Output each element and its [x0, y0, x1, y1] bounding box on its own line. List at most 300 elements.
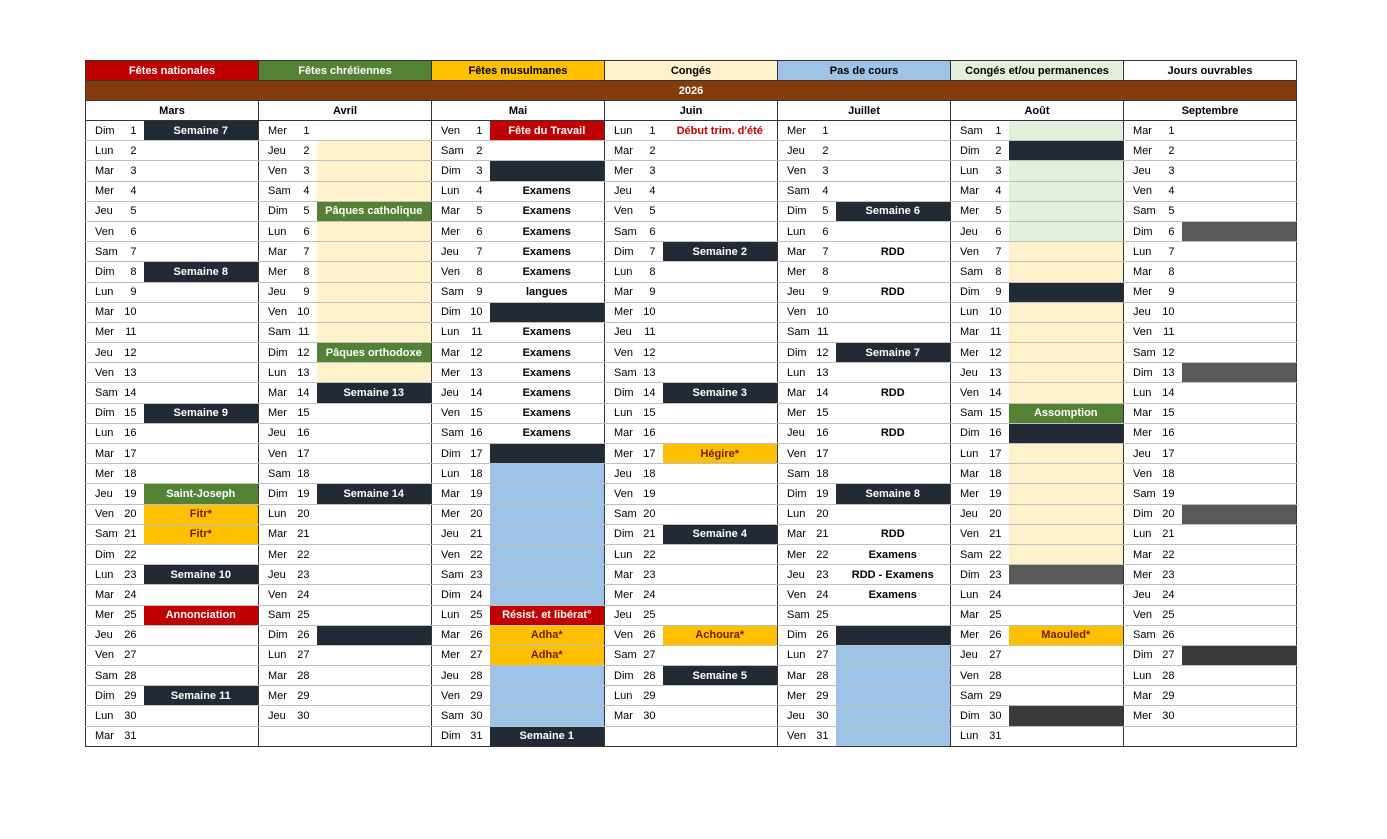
- day-date: [86, 367, 144, 379]
- day-date: [86, 266, 144, 278]
- day-date: [432, 649, 490, 661]
- day-date: [259, 367, 317, 379]
- day-event-cell: [490, 605, 605, 625]
- day-date: [951, 609, 1009, 621]
- day-date-cell: [778, 484, 836, 504]
- day-event-cell: [490, 262, 605, 282]
- day-name: Dim: [614, 669, 634, 682]
- day-event-cell: [490, 666, 605, 686]
- event-label: Résist. et libérat°: [502, 609, 592, 622]
- day-date-cell: [432, 141, 490, 161]
- day-date-cell: [259, 282, 317, 302]
- day-number: 23: [989, 568, 1002, 581]
- day-event-cell: [1182, 625, 1297, 645]
- day-name: Dim: [787, 346, 807, 359]
- day-name: Ven: [95, 225, 114, 238]
- day-event-cell: [317, 383, 432, 403]
- day-date: [432, 448, 490, 460]
- day-date-cell: [951, 262, 1009, 282]
- day-date: [605, 226, 663, 238]
- day-date-cell: [951, 383, 1009, 403]
- day-date-cell: [778, 423, 836, 443]
- day-date-cell: [432, 343, 490, 363]
- day-name: Mar: [960, 609, 979, 622]
- day-event-cell: [836, 605, 951, 625]
- day-date-cell: [605, 322, 663, 342]
- day-date-cell: [778, 302, 836, 322]
- day-row: [86, 322, 1297, 342]
- event-label: Semaine 9: [173, 407, 228, 420]
- day-date: [432, 730, 490, 742]
- day-number: 1: [995, 124, 1002, 137]
- event-label: Assomption: [1033, 407, 1098, 420]
- day-date-cell: [605, 544, 663, 564]
- day-date: [951, 407, 1009, 419]
- day-date: [86, 125, 144, 137]
- day-date: [259, 690, 317, 702]
- day-date: [951, 427, 1009, 439]
- day-number: 16: [643, 427, 656, 440]
- day-date: [1124, 185, 1182, 197]
- day-number: 7: [822, 245, 829, 258]
- event-label: Semaine 5: [692, 669, 747, 682]
- event-label: Examens: [522, 326, 571, 339]
- day-date: [778, 367, 836, 379]
- day-name: Jeu: [787, 286, 805, 299]
- day-number: 17: [816, 447, 829, 460]
- day-event-cell: [1182, 383, 1297, 403]
- day-number: 20: [643, 508, 656, 521]
- day-event-cell: [836, 726, 951, 746]
- day-event-cell: [1182, 343, 1297, 363]
- day-date-cell: [432, 242, 490, 262]
- day-number: 14: [1162, 387, 1175, 400]
- day-event-cell: [663, 423, 778, 443]
- day-number: 12: [816, 346, 829, 359]
- day-name: Jeu: [614, 326, 632, 339]
- day-number: 11: [644, 326, 656, 339]
- day-name: Ven: [95, 508, 114, 521]
- day-name: Mar: [1133, 548, 1152, 561]
- day-number: 26: [643, 629, 656, 642]
- month-header: Mai: [432, 101, 605, 121]
- day-name: Dim: [960, 144, 980, 157]
- day-event-cell: [144, 141, 259, 161]
- day-event-cell: [317, 585, 432, 605]
- day-event-cell: [663, 322, 778, 342]
- day-date: [1124, 205, 1182, 217]
- day-number: 6: [649, 225, 656, 238]
- day-name: Sam: [960, 124, 983, 137]
- day-number: 2: [476, 144, 483, 157]
- day-event-cell: [317, 141, 432, 161]
- day-name: Mer: [960, 346, 979, 359]
- day-event-cell: [1182, 282, 1297, 302]
- day-number: 12: [1162, 346, 1175, 359]
- event-label: Semaine 7: [173, 124, 228, 137]
- day-date-cell: [86, 221, 144, 241]
- day-number: 31: [816, 730, 829, 743]
- day-row: [86, 726, 1297, 746]
- day-date-cell: [778, 161, 836, 181]
- day-name: Jeu: [95, 629, 113, 642]
- day-event-cell: [144, 544, 259, 564]
- day-date-cell: [432, 706, 490, 726]
- day-event-cell: [144, 464, 259, 484]
- day-event-cell: [490, 302, 605, 322]
- day-event-cell: [490, 201, 605, 221]
- day-date-cell: [605, 686, 663, 706]
- day-event-cell: [144, 302, 259, 322]
- day-date: [86, 226, 144, 238]
- day-number: 12: [124, 346, 137, 359]
- day-date: [259, 488, 317, 500]
- day-date-cell: [951, 686, 1009, 706]
- day-event-cell: [1182, 221, 1297, 241]
- event-label: Achoura*: [695, 629, 745, 642]
- day-number: 13: [816, 366, 829, 379]
- day-date-cell: [778, 666, 836, 686]
- event-label: Semaine 3: [692, 387, 747, 400]
- day-date: [951, 165, 1009, 177]
- day-date: [605, 347, 663, 359]
- day-date-cell: [259, 645, 317, 665]
- day-date: [86, 569, 144, 581]
- day-name: Sam: [268, 326, 291, 339]
- day-name: Jeu: [1133, 588, 1151, 601]
- day-date: [951, 508, 1009, 520]
- legend-cell: Congés: [605, 61, 778, 81]
- day-date: [605, 468, 663, 480]
- day-row: [86, 605, 1297, 625]
- day-row: [86, 524, 1297, 544]
- day-date-cell: [951, 403, 1009, 423]
- day-date-cell: [951, 625, 1009, 645]
- day-name: Dim: [787, 487, 807, 500]
- day-date: [605, 125, 663, 137]
- day-date-cell: [1124, 726, 1182, 746]
- day-date-cell: [951, 726, 1009, 746]
- day-number: 10: [989, 306, 1002, 319]
- day-date-cell: [1124, 666, 1182, 686]
- day-name: Dim: [441, 730, 461, 743]
- day-event-cell: [1009, 302, 1124, 322]
- day-date-cell: [605, 121, 663, 141]
- day-date-cell: [951, 565, 1009, 585]
- day-date-cell: [1124, 645, 1182, 665]
- day-date: [259, 589, 317, 601]
- day-name: Dim: [95, 265, 115, 278]
- day-event-cell: [663, 565, 778, 585]
- day-event-cell: [1182, 403, 1297, 423]
- day-name: Mer: [960, 487, 979, 500]
- day-date-cell: [86, 363, 144, 383]
- day-date: [432, 549, 490, 561]
- day-name: Mer: [95, 185, 114, 198]
- day-number: 14: [470, 387, 483, 400]
- day-date-cell: [86, 686, 144, 706]
- day-name: Jeu: [268, 286, 286, 299]
- day-date: [951, 589, 1009, 601]
- day-number: 18: [1162, 467, 1175, 480]
- day-name: Mar: [268, 387, 287, 400]
- day-event-cell: [663, 242, 778, 262]
- event-label: RDD - Examens: [851, 568, 934, 581]
- day-name: Ven: [960, 528, 979, 541]
- day-date-cell: [1124, 282, 1182, 302]
- day-number: 10: [816, 306, 829, 319]
- day-number: 19: [989, 487, 1002, 500]
- day-date: [951, 226, 1009, 238]
- day-number: 2: [1168, 144, 1175, 157]
- day-date-cell: [259, 666, 317, 686]
- day-number: 28: [989, 669, 1002, 682]
- day-event-cell: [490, 141, 605, 161]
- day-name: Ven: [1133, 467, 1152, 480]
- day-date: [778, 569, 836, 581]
- day-date-cell: [951, 544, 1009, 564]
- day-date-cell: [1124, 383, 1182, 403]
- legend-row: [86, 61, 1297, 81]
- day-name: Sam: [441, 286, 464, 299]
- day-date: [951, 125, 1009, 137]
- day-number: 5: [995, 205, 1002, 218]
- day-number: 15: [1162, 407, 1175, 420]
- day-event-cell: [1182, 444, 1297, 464]
- day-name: Sam: [95, 245, 118, 258]
- event-label: Semaine 8: [173, 265, 228, 278]
- day-number: 8: [649, 265, 656, 278]
- day-number: 24: [989, 588, 1002, 601]
- day-date: [951, 448, 1009, 460]
- day-date-cell: [951, 585, 1009, 605]
- day-number: 30: [470, 710, 483, 723]
- day-date-cell: [951, 343, 1009, 363]
- day-name: Ven: [614, 346, 633, 359]
- day-date: [778, 488, 836, 500]
- day-number: 11: [1163, 326, 1175, 339]
- day-event-cell: [663, 121, 778, 141]
- day-name: Mar: [441, 346, 460, 359]
- day-date: [259, 609, 317, 621]
- day-event-cell: [836, 403, 951, 423]
- day-date-cell: [605, 343, 663, 363]
- day-event-cell: [144, 383, 259, 403]
- day-date-cell: [432, 201, 490, 221]
- day-event-cell: [144, 565, 259, 585]
- day-date: [432, 468, 490, 480]
- day-date-cell: [778, 343, 836, 363]
- day-date: [605, 448, 663, 460]
- month-header: Juillet: [778, 101, 951, 121]
- day-number: 3: [303, 164, 310, 177]
- day-name: Jeu: [960, 649, 978, 662]
- day-date: [778, 528, 836, 540]
- day-name: Dim: [1133, 508, 1153, 521]
- day-number: 19: [816, 487, 829, 500]
- day-name: Mer: [1133, 286, 1152, 299]
- day-name: Lun: [268, 508, 287, 521]
- day-date-cell: [86, 504, 144, 524]
- day-date: [1124, 407, 1182, 419]
- day-event-cell: [317, 524, 432, 544]
- day-row: [86, 645, 1297, 665]
- day-date: [951, 387, 1009, 399]
- day-name: Lun: [441, 609, 460, 622]
- day-name: Ven: [787, 588, 806, 601]
- day-date: [259, 246, 317, 258]
- day-number: 15: [297, 407, 310, 420]
- day-event-cell: [1009, 544, 1124, 564]
- day-name: Jeu: [268, 710, 286, 723]
- day-number: 28: [1162, 669, 1175, 682]
- day-event-cell: [317, 161, 432, 181]
- day-event-cell: [1009, 363, 1124, 383]
- day-event-cell: [836, 201, 951, 221]
- day-event-cell: [836, 524, 951, 544]
- day-date: [1124, 165, 1182, 177]
- day-event-cell: [490, 383, 605, 403]
- day-date-cell: [432, 625, 490, 645]
- day-date-cell: [1124, 343, 1182, 363]
- day-date-cell: [259, 524, 317, 544]
- day-number: 23: [643, 568, 656, 581]
- day-name: Mer: [787, 265, 806, 278]
- day-date: [259, 326, 317, 338]
- day-name: Sam: [787, 185, 810, 198]
- day-event-cell: [663, 504, 778, 524]
- day-date-cell: [605, 645, 663, 665]
- day-date-cell: [259, 565, 317, 585]
- day-date: [432, 165, 490, 177]
- day-number: 8: [476, 265, 483, 278]
- day-event-cell: [663, 484, 778, 504]
- day-number: 9: [995, 286, 1002, 299]
- day-name: Jeu: [787, 144, 805, 157]
- day-date-cell: [605, 201, 663, 221]
- day-event-cell: [490, 282, 605, 302]
- day-name: Ven: [614, 205, 633, 218]
- day-event-cell: [1009, 504, 1124, 524]
- day-name: Sam: [787, 609, 810, 622]
- day-date: [605, 286, 663, 298]
- day-number: 30: [816, 710, 829, 723]
- day-date-cell: [432, 181, 490, 201]
- day-name: Lun: [960, 306, 979, 319]
- day-number: 11: [125, 326, 137, 339]
- day-date: [259, 165, 317, 177]
- day-event-cell: [317, 666, 432, 686]
- day-event-cell: [836, 343, 951, 363]
- day-number: 27: [124, 649, 137, 662]
- day-event-cell: [144, 686, 259, 706]
- event-label: Semaine 10: [170, 568, 232, 581]
- day-date: [778, 609, 836, 621]
- month-header: Mars: [86, 101, 259, 121]
- day-date: [1124, 488, 1182, 500]
- day-row: [86, 706, 1297, 726]
- day-date: [605, 649, 663, 661]
- day-name: Jeu: [95, 487, 113, 500]
- day-date: [86, 165, 144, 177]
- day-date-cell: [86, 726, 144, 746]
- day-name: Dim: [960, 286, 980, 299]
- day-date-cell: [778, 585, 836, 605]
- event-label: Semaine 14: [343, 487, 405, 500]
- day-date: [605, 205, 663, 217]
- day-date-cell: [778, 141, 836, 161]
- day-event-cell: [490, 565, 605, 585]
- day-date: [778, 407, 836, 419]
- day-name: Sam: [614, 225, 637, 238]
- day-name: Mer: [268, 407, 287, 420]
- day-number: 27: [470, 649, 483, 662]
- day-event-cell: [836, 262, 951, 282]
- day-name: Mer: [960, 629, 979, 642]
- day-date-cell: [259, 625, 317, 645]
- day-event-cell: [144, 201, 259, 221]
- day-name: Mer: [1133, 710, 1152, 723]
- day-number: 8: [1168, 265, 1175, 278]
- day-number: 14: [989, 387, 1002, 400]
- day-date-cell: [86, 444, 144, 464]
- day-number: 4: [130, 185, 137, 198]
- day-number: 21: [1162, 528, 1175, 541]
- day-event-cell: [317, 322, 432, 342]
- day-name: Mar: [614, 144, 633, 157]
- day-number: 8: [303, 265, 310, 278]
- day-date: [778, 427, 836, 439]
- event-label: RDD: [880, 427, 905, 440]
- day-number: 16: [816, 427, 829, 440]
- day-number: 25: [1162, 609, 1175, 622]
- day-number: 1: [1168, 124, 1175, 137]
- day-date: [432, 609, 490, 621]
- day-date: [259, 670, 317, 682]
- day-date: [259, 649, 317, 661]
- day-name: Mar: [787, 245, 806, 258]
- day-date-cell: [605, 403, 663, 423]
- day-number: 20: [989, 508, 1002, 521]
- day-date-cell: [259, 686, 317, 706]
- day-date-cell: [605, 585, 663, 605]
- day-event-cell: [663, 221, 778, 241]
- day-name: Mer: [441, 366, 460, 379]
- event-label: Fitr*: [189, 528, 212, 541]
- day-number: 3: [476, 164, 483, 177]
- day-name: Mer: [1133, 144, 1152, 157]
- day-date-cell: [86, 706, 144, 726]
- day-number: 7: [1168, 245, 1175, 258]
- day-event-cell: [144, 363, 259, 383]
- day-number: 29: [1162, 689, 1175, 702]
- day-number: 21: [470, 528, 483, 541]
- day-date: [259, 427, 317, 439]
- day-event-cell: [144, 504, 259, 524]
- day-date-cell: [432, 262, 490, 282]
- day-name: Mer: [614, 164, 633, 177]
- day-number: 12: [643, 346, 656, 359]
- day-number: 7: [130, 245, 137, 258]
- day-row: [86, 423, 1297, 443]
- day-number: 7: [995, 245, 1002, 258]
- day-number: 11: [471, 326, 483, 339]
- day-name: Dim: [95, 548, 115, 561]
- day-event-cell: [1009, 161, 1124, 181]
- day-name: Jeu: [960, 366, 978, 379]
- day-date-cell: [1124, 565, 1182, 585]
- day-name: Ven: [787, 730, 806, 743]
